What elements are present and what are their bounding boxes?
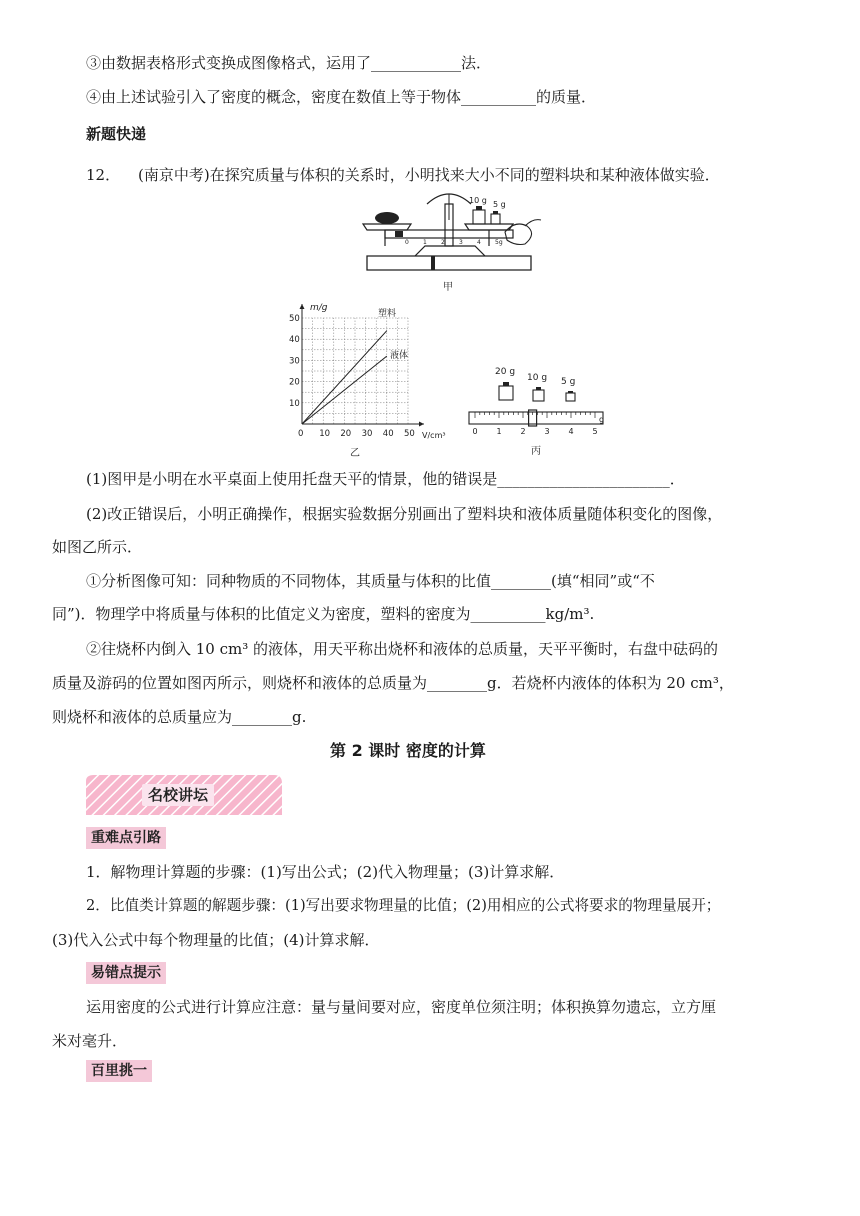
left-pan	[363, 224, 411, 230]
x-tick-label: 40	[382, 429, 394, 439]
question-number: 12．	[86, 166, 121, 184]
x-tick-label: 0	[298, 429, 304, 439]
object-on-pan	[375, 212, 399, 224]
y-axis-arrow	[300, 304, 305, 309]
figure-bing-scale	[465, 364, 610, 456]
weight-10g-label: 10 g	[527, 373, 548, 383]
weight-5g	[491, 214, 500, 224]
figure-bing-caption: 丙	[531, 446, 541, 456]
y-tick-label: 50	[289, 314, 300, 324]
ruler-label: 1	[496, 427, 502, 436]
scale-tick-1: 1	[423, 239, 427, 246]
ruler-label: 5	[592, 427, 598, 436]
series-plastic-label: 塑料	[378, 309, 397, 319]
right-pan	[465, 224, 513, 230]
lesson-p1: 1．解物理计算题的步骤：(1)写出公式；(2)代入物理量；(3)计算求解．	[86, 863, 565, 881]
x-tick-label: 20	[340, 429, 352, 439]
y-tick-label: 30	[289, 356, 300, 367]
figure-jia-caption: 甲	[443, 282, 453, 293]
x-tick-label: 50	[404, 429, 415, 439]
x-tick-label: 10	[319, 429, 331, 439]
balance-base	[367, 256, 531, 270]
sub-1-line-2: 同”)．物理学中将质量与体积的比值定义为密度，塑料的密度为__________kg/m³.	[52, 605, 595, 623]
item-4: ④由上述试验引入了密度的概念，密度在数值上等于物体__________的质量．	[86, 88, 597, 106]
lesson-p2-line-2: (3)代入公式中每个物理量的比值；(4)计算求解．	[52, 931, 380, 949]
sub-2-line-3: 则烧杯和液体的总质量应为________g.	[52, 708, 307, 726]
lesson-p3-line-2: 米对毫升．	[52, 1032, 128, 1050]
part-2-line-2: 如图乙所示．	[52, 538, 143, 556]
scale-tick-0: 0	[405, 239, 409, 246]
weight-5g	[566, 393, 575, 401]
y-tick-label: 40	[289, 335, 300, 346]
lesson-p3-line-1: 运用密度的公式进行计算应注意：量与量间要对应，密度单位须注明；体积换算勿遗忘，立方厘	[86, 998, 717, 1016]
ruler-label: 2	[520, 427, 526, 436]
ruler-unit: g	[599, 415, 605, 424]
graph-y-label: m/g	[310, 303, 328, 313]
part-2-line-1: (2)改正错误后，小明正确操作，根据实验数据分别画出了塑料块和液体质量随体积变化的图像，	[86, 505, 723, 523]
x-axis-arrow	[419, 422, 424, 427]
ruler-label: 4	[568, 427, 574, 436]
weight-20g	[499, 386, 513, 400]
weight-10g-label: 10 g	[469, 196, 487, 205]
figure-yi-caption: 乙	[350, 448, 360, 458]
lesson-title: 第 2 课时 密度的计算	[330, 741, 486, 760]
weight-10g	[533, 390, 544, 401]
ruler-ticks	[475, 412, 595, 418]
weight-5g-label: 5 g	[493, 200, 506, 209]
scale-tick-3: 3	[459, 239, 463, 246]
item-3: ③由数据表格形式变换成图像格式，运用了____________法．	[86, 54, 492, 72]
y-tick-label: 10	[289, 398, 300, 409]
balance-beam	[385, 230, 513, 238]
figure-yi-graph	[280, 298, 460, 458]
x-tick-label: 30	[361, 429, 373, 439]
sub-2-line-2: 质量及游码的位置如图丙所示，则烧杯和液体的总质量为________g．若烧杯内液体的体积为 20 cm³，	[52, 674, 734, 692]
section-heading-new: 新题快递	[86, 125, 147, 143]
scale-tick-5: 5g	[495, 239, 503, 246]
series-liquid-label: 液体	[390, 351, 409, 361]
graph-ticks	[289, 314, 415, 439]
lesson-p2-line-1: 2．比值类计算题的解题步骤：(1)写出要求物理量的比值；(2)用相应的公式将要求的物理量展开；	[86, 897, 721, 914]
banner-famous-school	[86, 775, 282, 815]
graph-axes	[300, 304, 425, 427]
sub-2-line-1: ②往烧杯内倒入 10 cm³ 的液体，用天平称出烧杯和液体的总质量，天平平衡时，右盘中砝码的	[86, 640, 719, 658]
weight-10g	[473, 210, 485, 224]
figure-jia-balance	[355, 190, 545, 294]
y-tick-label: 20	[289, 377, 300, 388]
graph-x-label: V/cm³	[422, 431, 446, 440]
graph-grid	[302, 318, 408, 424]
scale-tick-4: 4	[477, 239, 481, 246]
weight-20g-label: 20 g	[495, 367, 516, 377]
question-stem: (南京中考)在探究质量与体积的关系时，小明找来大小不同的塑料块和某种液体做实验．	[138, 166, 720, 184]
part-1: (1)图甲是小明在水平桌面上使用托盘天平的情景，他的错误是_______________________．	[86, 470, 685, 488]
hand-icon	[505, 224, 532, 245]
tag-error-tips: 易错点提示	[86, 962, 166, 984]
sub-1-line-1: ①分析图像可知：同种物质的不同物体，其质量与体积的比值________(填“相同”或“不	[86, 572, 655, 590]
tag-key-points: 重难点引路	[86, 827, 166, 849]
banner-label: 名校讲坛	[142, 784, 214, 806]
tag-pick-one: 百里挑一	[86, 1060, 152, 1082]
ruler-label: 3	[544, 427, 550, 436]
ruler-label: 0	[472, 427, 478, 436]
scale-tick-2: 2	[441, 239, 445, 246]
ruler-labels	[473, 427, 598, 436]
weight-5g-label: 5 g	[561, 377, 576, 387]
